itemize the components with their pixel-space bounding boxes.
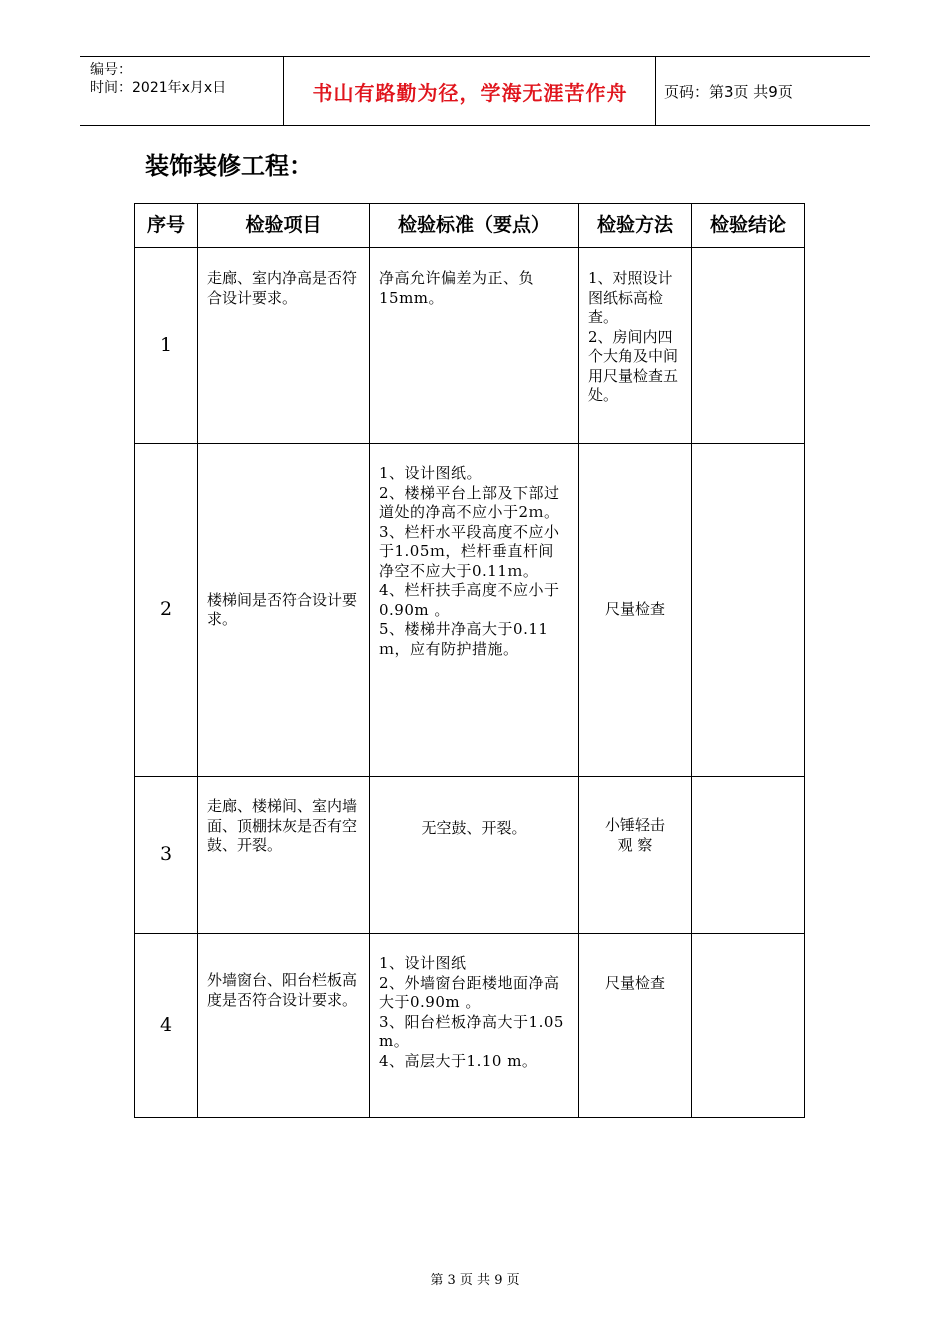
header-cell-standard: 检验标准（要点）: [370, 204, 579, 248]
conclusion-cell: [692, 444, 805, 777]
standard-cell: [370, 777, 579, 934]
header-meta: [90, 61, 226, 97]
standard-text: 无空鼓、开裂。: [421, 819, 527, 837]
table-row: [135, 777, 805, 934]
inspection-table: [134, 203, 805, 1118]
row-number: 4: [135, 934, 198, 1118]
header-cell-number: 序号: [135, 204, 198, 248]
item-cell: [198, 248, 370, 444]
conclusion-cell: [692, 777, 805, 934]
conclusion-cell: [692, 934, 805, 1118]
table-header-row: [135, 204, 805, 248]
header-divider: [655, 57, 656, 125]
table-row: [135, 934, 805, 1118]
row-number: 3: [135, 777, 198, 934]
section-title: 装饰装修工程：: [145, 152, 313, 180]
header-cell-item: 检验项目: [198, 204, 370, 248]
item-cell: [198, 934, 370, 1118]
method-text: 尺量检查: [604, 974, 665, 992]
row-number: 1: [135, 248, 198, 444]
table-row: [135, 444, 805, 777]
item-text: 楼梯间是否符合设计要求。: [207, 590, 358, 628]
standard-cell: [370, 248, 579, 444]
standard-cell: [370, 934, 579, 1118]
table-row: [135, 248, 805, 444]
standard-text: 1、设计图纸 2、外墙窗台距楼地面净高大于0.90m 。 3、阳台栏板净高大于1.05 m。 4、高层大于1.10 m。: [379, 954, 564, 1070]
header-cell-method: 检验方法: [579, 204, 692, 248]
row-number: 2: [135, 444, 198, 777]
method-cell: [579, 444, 692, 777]
header-page-number: 页码：第3页 共9页: [664, 82, 793, 101]
method-cell: [579, 934, 692, 1118]
document-number-label: 编号：: [90, 62, 132, 78]
standard-text: 净高允许偏差为正、负15mm。: [379, 269, 535, 307]
method-cell: [579, 248, 692, 444]
standard-cell: [370, 444, 579, 777]
document-header: [80, 56, 870, 126]
method-text: 1、对照设计图纸标高检查。 2、房间内四个大角及中间用尺量检查五处。: [588, 269, 679, 404]
item-cell: [198, 777, 370, 934]
header-cell-conclusion: 检验结论: [692, 204, 805, 248]
item-text: 走廊、室内净高是否符合设计要求。: [207, 269, 358, 307]
standard-text: 1、设计图纸。 2、楼梯平台上部及下部过道处的净高不应小于2ｍ。 3、栏杆水平段高度不应小于1.05ｍ，栏杆垂直杆间净空不应大于0.11ｍ。 4、栏杆扶手高度不应小于0.90m 。 5、楼梯井净高大于0.11ｍ，应有防护措施。: [379, 464, 560, 658]
header-motto: 书山有路勤为径，学海无涯苦作舟: [312, 80, 628, 105]
document-time-label: 时间：2021年x月x日: [90, 80, 227, 96]
item-cell: [198, 444, 370, 777]
item-text: 外墙窗台、阳台栏板高度是否符合设计要求。: [207, 971, 358, 1009]
item-text: 走廊、楼梯间、室内墙面、顶棚抹灰是否有空鼓、开裂。: [207, 797, 358, 854]
method-text: 小锤轻击 观 察: [604, 816, 665, 854]
method-text: 尺量检查: [604, 600, 665, 619]
page-footer: 第 3 页 共 9 页: [430, 1273, 520, 1288]
method-cell: [579, 777, 692, 934]
conclusion-cell: [692, 248, 805, 444]
